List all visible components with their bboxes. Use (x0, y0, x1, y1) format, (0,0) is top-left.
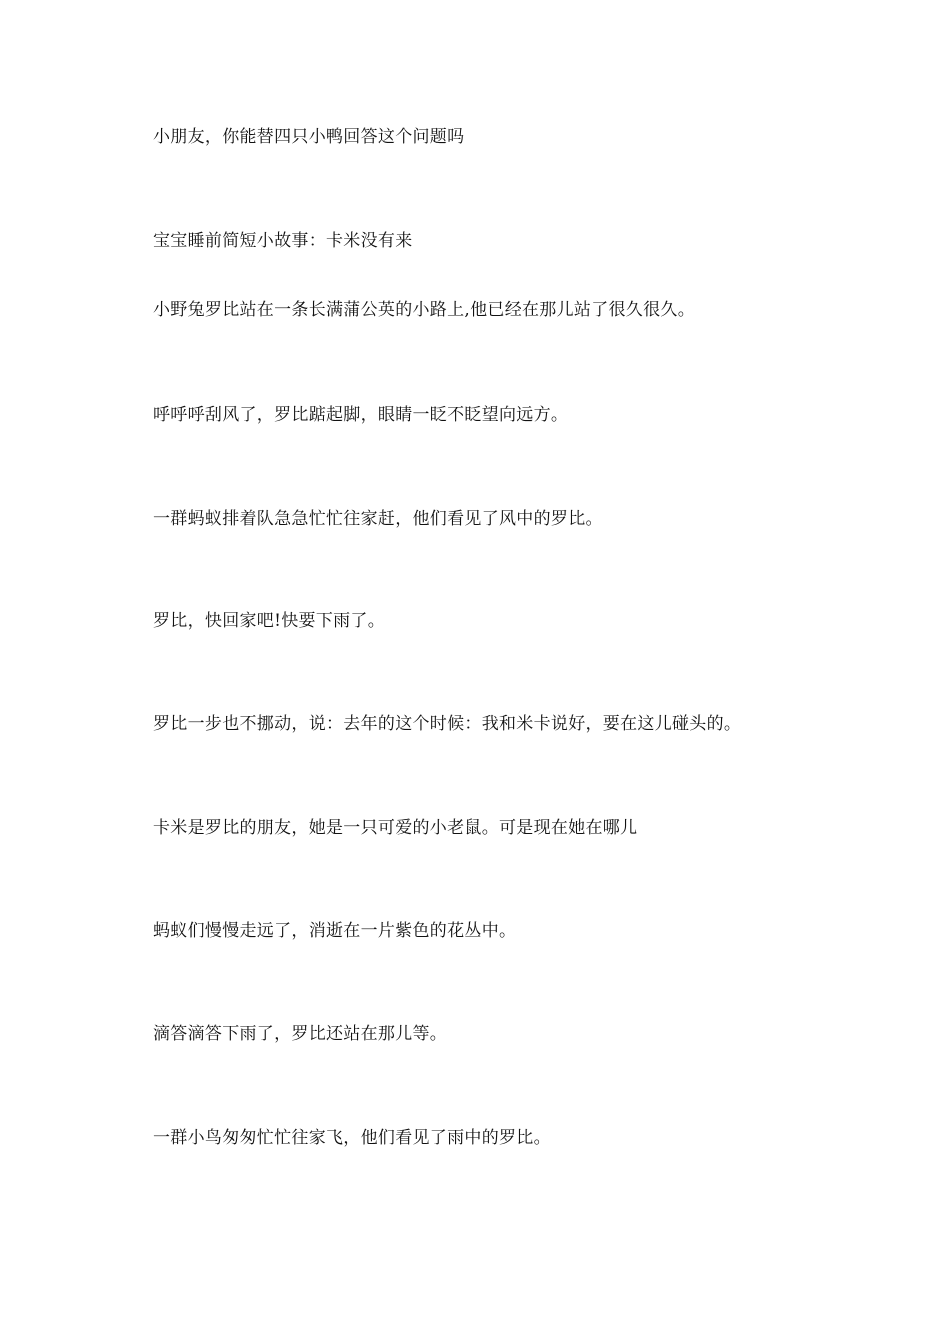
story-title: 宝宝睡前简短小故事：卡米没有来 (153, 231, 413, 251)
paragraph: 罗比一步也不挪动，说：去年的这个时候：我和米卡说好，要在这儿碰头的。 (153, 714, 742, 734)
paragraph: 呼呼呼刮风了，罗比踮起脚，眼睛一眨不眨望向远方。 (153, 405, 569, 425)
paragraph-question: 小朋友，你能替四只小鸭回答这个问题吗 (153, 127, 465, 147)
paragraph: 滴答滴答下雨了，罗比还站在那儿等。 (153, 1024, 448, 1044)
paragraph: 小野兔罗比站在一条长满蒲公英的小路上,他已经在那儿站了很久很久。 (153, 300, 696, 320)
paragraph: 一群小鸟匆匆忙忙往家飞，他们看见了雨中的罗比。 (153, 1128, 551, 1148)
paragraph: 一群蚂蚁排着队急急忙忙往家赶，他们看见了风中的罗比。 (153, 509, 603, 529)
paragraph: 蚂蚁们慢慢走远了，消逝在一片紫色的花丛中。 (153, 921, 517, 941)
paragraph: 卡米是罗比的朋友，她是一只可爱的小老鼠。可是现在她在哪儿 (153, 818, 638, 838)
paragraph: 罗比，快回家吧!快要下雨了。 (153, 611, 386, 631)
